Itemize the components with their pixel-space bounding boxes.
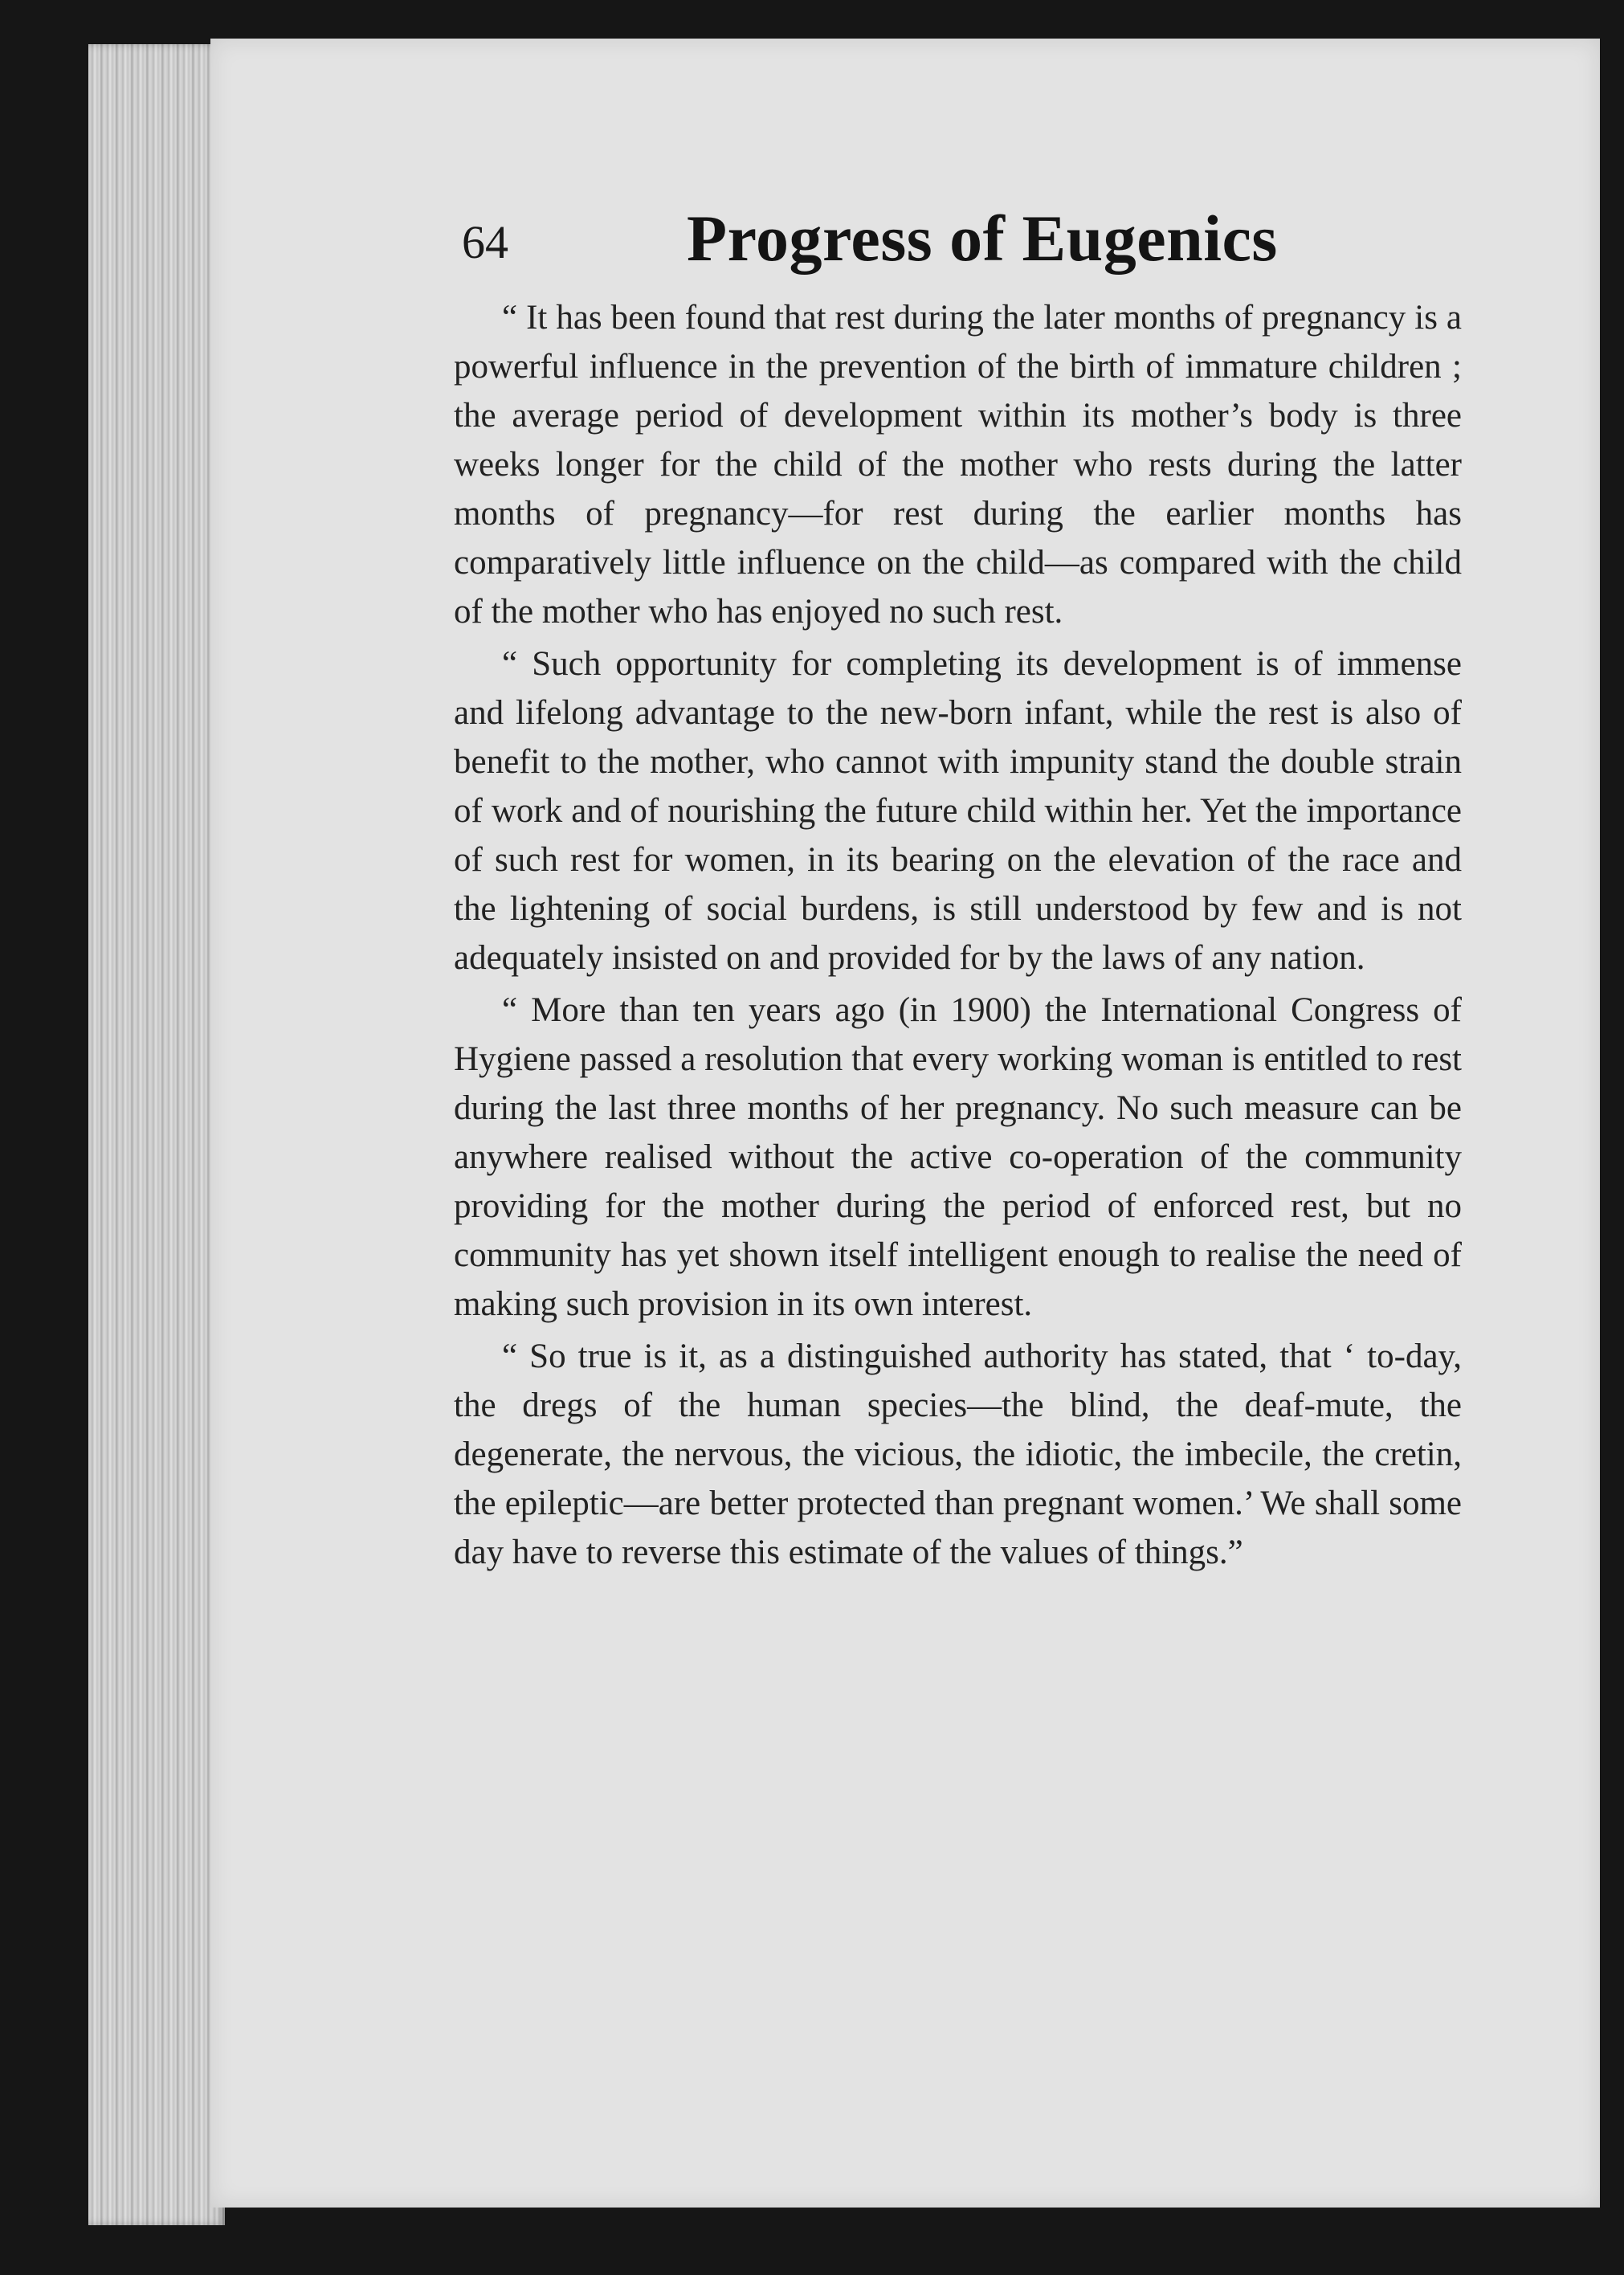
paragraph-1: “ It has been found that rest during the later months of pregnancy is a powerful influence in the prevention of the birth of immature children ; the average period of development within its mother’s body is three weeks longer for the child of the mother who rests during the latter months of pregnancy—for rest during the earlier months has comparatively little influence on the child—as compared with the child of the mother who has enjoyed no such rest.: [454, 299, 1462, 631]
paragraph-4: “ So true is it, as a distinguished authority has stated, that ‘ to-day, the dregs of the human species—the blind, the deaf-mute, the degenerate, the nervous, the vicious, the idiotic, the imbecile, the cretin, the epileptic—are better protected than pregnant women.’ We shall some day have to reverse this estimate of the values of things.”: [454, 1338, 1462, 1571]
page-header: [462, 201, 1506, 289]
book-page-edges: [88, 44, 225, 2225]
paragraph-2: “ Such opportunity for completing its development is of immense and lifelong advantage to the new-born infant, while the rest is also of benefit to the mother, who cannot with impunity stand the double strain of work and of nourishing the future child within her. Yet the importance of such rest for women, in its bearing on the elevation of the race and the lightening of social burdens, is still understood by few and is not adequately insisted on and provided for by the laws of any nation.: [454, 645, 1462, 977]
running-title: Progress of Eugenics: [687, 202, 1278, 275]
page-number: 64: [462, 216, 508, 268]
page-body: [454, 293, 1462, 1577]
paragraph-3: “ More than ten years ago (in 1900) the International Congress of Hygiene passed a resolution that every working woman is entitled to rest during the last three months of her pregnancy. No such measure can be anywhere realised without the active co-operation of the community providing for the mother during the period of enforced rest, but no community has yet shown itself intelligent enough to realise the need of making such provision in its own interest.: [454, 991, 1462, 1323]
